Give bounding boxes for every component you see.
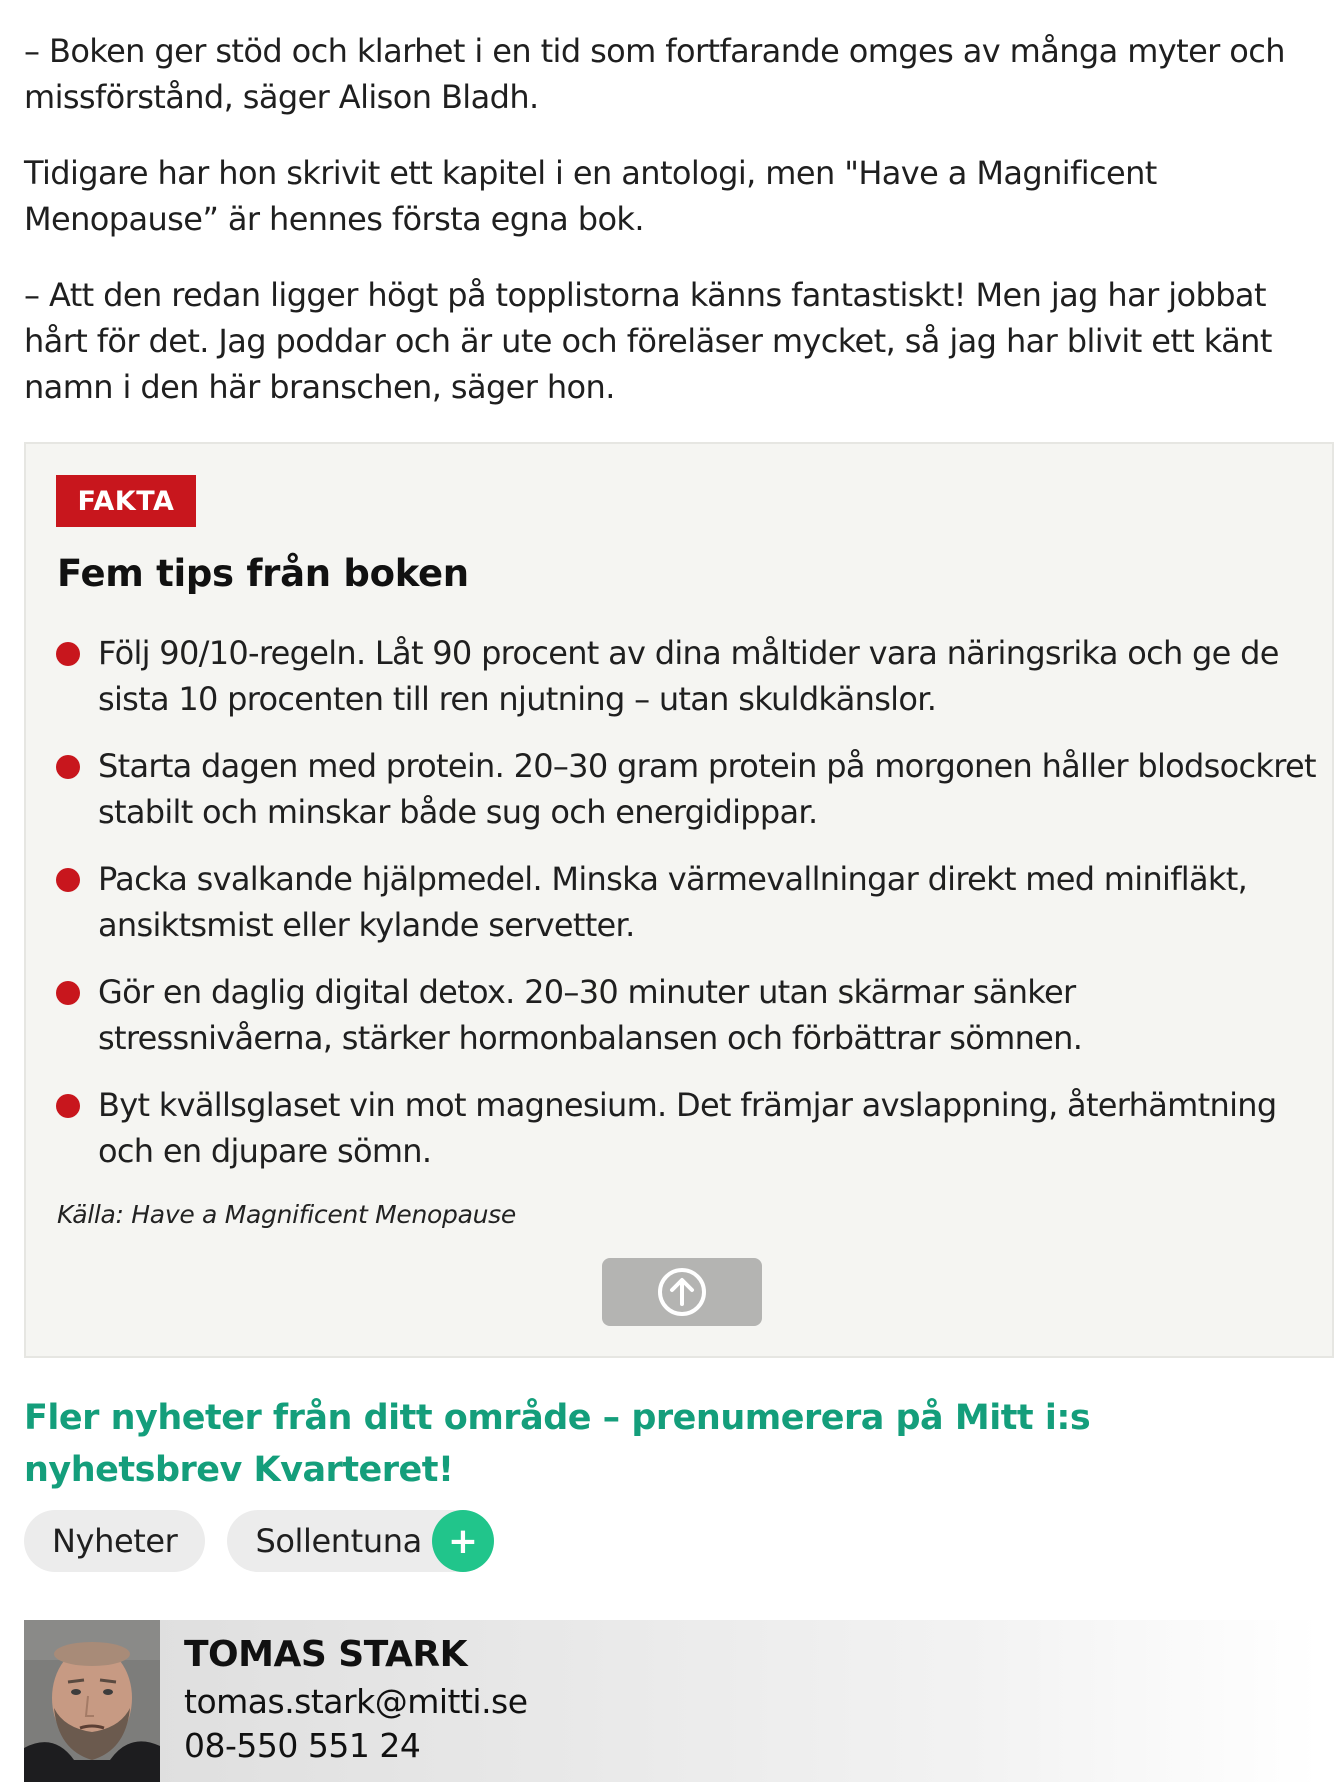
plus-icon[interactable]: + xyxy=(432,1510,494,1572)
tip-text: Starta dagen med protein. 20–30 gram protein på morgonen håller blodsockret stabilt och minskar både sug och energidippar. xyxy=(98,747,1316,831)
bullet-dot-icon xyxy=(56,642,80,666)
tag-list xyxy=(24,1510,492,1572)
tag-nyheter[interactable]: Nyheter xyxy=(24,1510,205,1572)
arrow-up-circle-icon xyxy=(656,1266,708,1318)
author-name: TOMAS STARK xyxy=(184,1634,467,1675)
bullet-dot-icon xyxy=(56,1094,80,1118)
list-item xyxy=(56,1082,1316,1174)
collapse-fact-box-button[interactable] xyxy=(602,1258,762,1326)
tip-text: Följ 90/10-regeln. Låt 90 procent av dina måltider vara näringsrika och ge de sista 10 procenten till ren njutning – utan skuldkänslor. xyxy=(98,634,1279,718)
list-item xyxy=(56,969,1316,1061)
fakta-badge: FAKTA xyxy=(56,475,196,527)
bullet-dot-icon xyxy=(56,981,80,1005)
newsletter-link[interactable]: Fler nyheter från ditt område – prenumerera på Mitt i:s nyhetsbrev Kvarteret! xyxy=(24,1398,1091,1490)
list-item xyxy=(56,630,1316,722)
list-item xyxy=(56,856,1316,948)
tip-text: Byt kvällsglaset vin mot magnesium. Det främjar avslappning, återhämtning och en djupare sömn. xyxy=(98,1086,1277,1170)
article-paragraph-3: – Att den redan ligger högt på topplistorna känns fantastiskt! Men jag har jobbat hårt för det. Jag poddar och är ute och föreläser mycket, så jag har blivit ett känt namn i den här branschen, säger hon. xyxy=(24,276,1272,406)
article-paragraph-2: Tidigare har hon skrivit ett kapitel i en antologi, men "Have a Magnificent Menopause” är hennes första egna bok. xyxy=(24,154,1157,238)
bullet-dot-icon xyxy=(56,868,80,892)
tips-list xyxy=(56,630,1316,1195)
author-phone[interactable]: 08-550 551 24 xyxy=(184,1726,421,1765)
tag-label: Sollentuna xyxy=(255,1522,422,1560)
fact-box xyxy=(24,442,1334,1358)
tag-sollentuna[interactable] xyxy=(227,1510,491,1572)
bullet-dot-icon xyxy=(56,755,80,779)
fact-box-title: Fem tips från boken xyxy=(57,552,469,595)
tip-text: Packa svalkande hjälpmedel. Minska värmevallningar direkt med minifläkt, ansiktsmist eller kylande servetter. xyxy=(98,860,1248,944)
article-paragraph-1: – Boken ger stöd och klarhet i en tid som fortfarande omges av många myter och missförstånd, säger Alison Bladh. xyxy=(24,32,1285,116)
avatar xyxy=(24,1620,160,1782)
list-item xyxy=(56,743,1316,835)
author-card xyxy=(24,1620,1320,1782)
author-email-link[interactable]: tomas.stark@mitti.se xyxy=(184,1682,528,1721)
author-photo xyxy=(24,1620,160,1782)
tip-text: Gör en daglig digital detox. 20–30 minuter utan skärmar sänker stressnivåerna, stärker hormonbalansen och förbättrar sömnen. xyxy=(98,973,1083,1057)
fact-box-source: Källa: Have a Magnificent Menopause xyxy=(57,1200,516,1229)
